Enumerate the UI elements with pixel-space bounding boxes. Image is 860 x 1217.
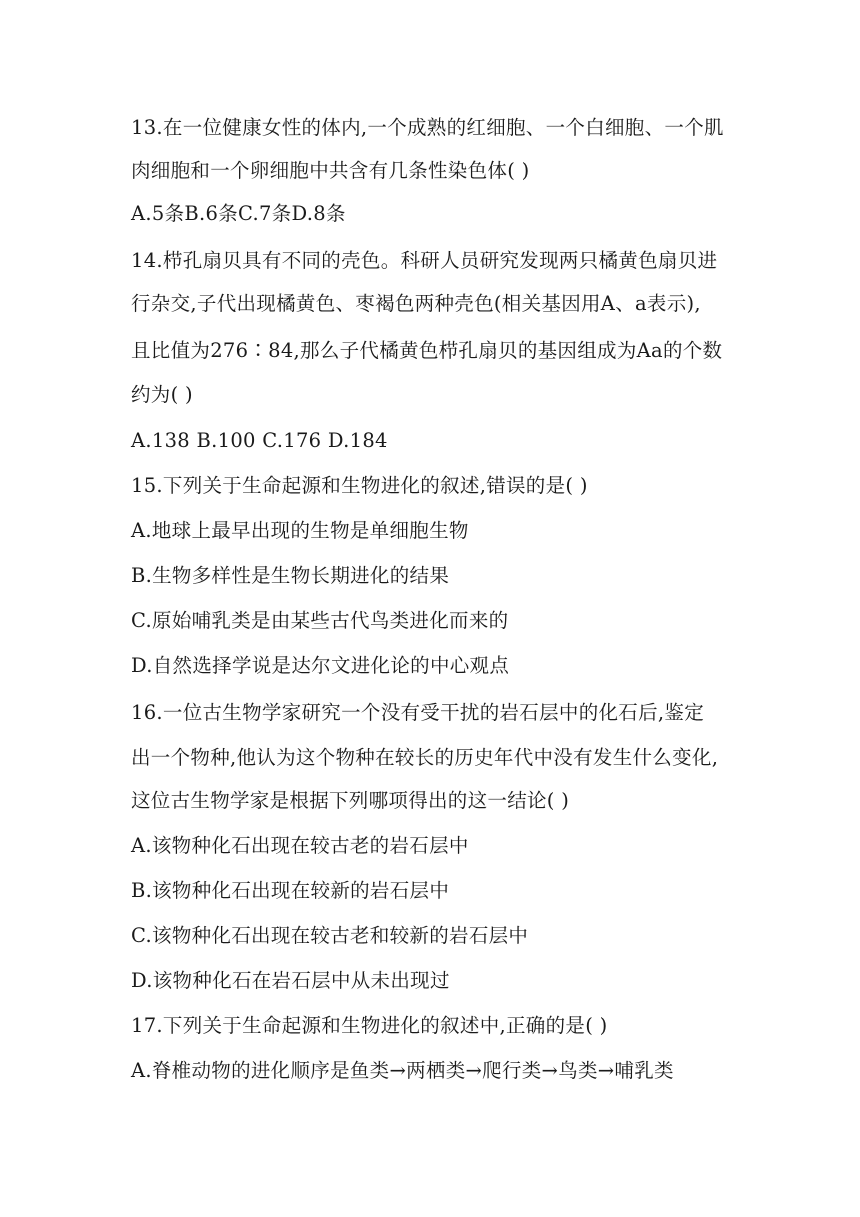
- q14-stem-line-2: 行杂交,子代出现橘黄色、枣褐色两种壳色(相关基因用A、a表示),: [131, 292, 701, 315]
- q16-option-d: D.该物种化石在岩石层中从未出现过: [131, 969, 450, 992]
- q13-stem-line-1: 13.在一位健康女性的体内,一个成熟的红细胞、一个白细胞、一个肌: [131, 116, 724, 139]
- q16-stem-line-2: 出一个物种,他认为这个物种在较长的历史年代中没有发生什么变化,: [131, 746, 719, 769]
- q16-stem-line-3: 这位古生物学家是根据下列哪项得出的这一结论( ): [131, 789, 570, 812]
- q16-option-a: A.该物种化石出现在较古老的岩石层中: [131, 834, 469, 857]
- q14-stem-line-3: 且比值为276∶84,那么子代橘黄色栉孔扇贝的基因组成为Aa的个数: [131, 339, 723, 362]
- q15-option-c: C.原始哺乳类是由某些古代鸟类进化而来的: [131, 609, 509, 632]
- q15-option-a: A.地球上最早出现的生物是单细胞生物: [131, 519, 469, 542]
- q13-options: A.5条B.6条C.7条D.8条: [131, 202, 346, 225]
- q16-stem-line-1: 16.一位古生物学家研究一个没有受干扰的岩石层中的化石后,鉴定: [131, 701, 705, 724]
- q16-option-b: B.该物种化石出现在较新的岩石层中: [131, 879, 450, 902]
- q14-options: A.138 B.100 C.176 D.184: [131, 429, 388, 452]
- q15-option-d: D.自然选择学说是达尔文进化论的中心观点: [131, 654, 510, 677]
- q15-stem: 15.下列关于生命起源和生物进化的叙述,错误的是( ): [131, 474, 588, 497]
- q13-stem-line-2: 肉细胞和一个卵细胞中共含有几条性染色体( ): [131, 159, 530, 182]
- q17-stem: 17.下列关于生命起源和生物进化的叙述中,正确的是( ): [131, 1014, 608, 1037]
- q14-stem-line-1: 14.栉孔扇贝具有不同的壳色。科研人员研究发现两只橘黄色扇贝进: [131, 249, 718, 272]
- q17-option-a: A.脊椎动物的进化顺序是鱼类→两栖类→爬行类→鸟类→哺乳类: [131, 1059, 674, 1082]
- q15-option-b: B.生物多样性是生物长期进化的结果: [131, 564, 450, 587]
- q16-option-c: C.该物种化石出现在较古老和较新的岩石层中: [131, 924, 529, 947]
- q14-stem-line-4: 约为( ): [131, 383, 193, 406]
